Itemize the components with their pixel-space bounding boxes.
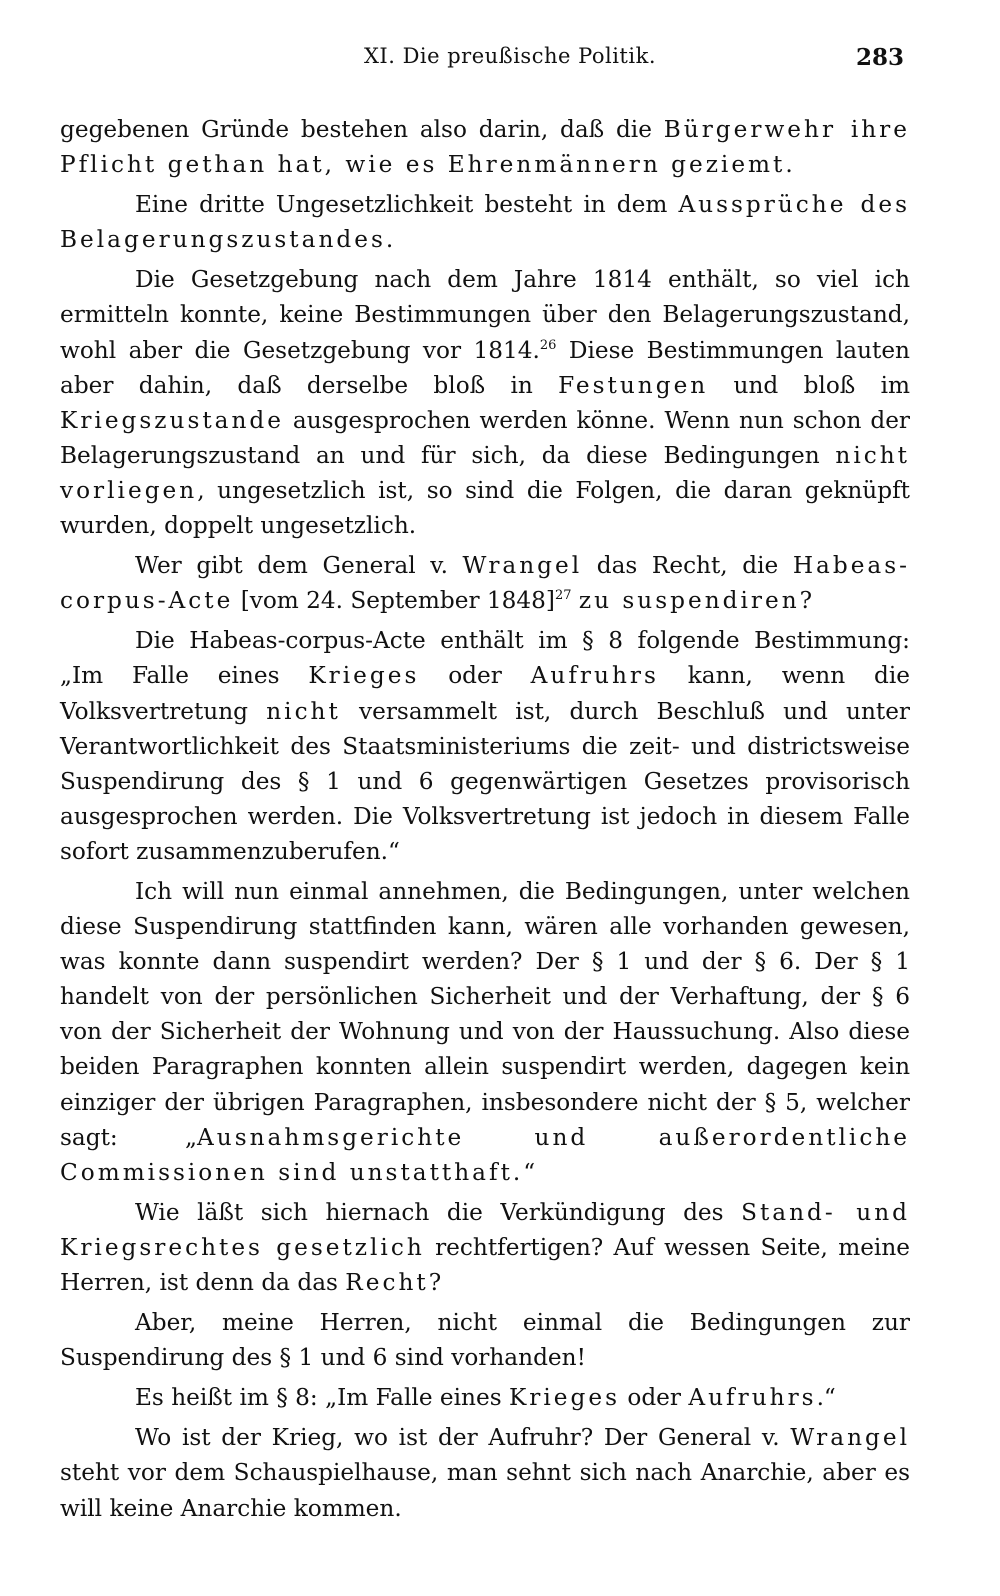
body-text [60, 112, 910, 1526]
text-run: Wie läßt sich hiernach die Verkündigung des [135, 1198, 742, 1226]
spaced-text: nicht [266, 697, 341, 725]
text-run: , ungesetzlich ist, so sind die Folgen, die daran geknüpft wurden, doppelt ungesetzlich. [60, 476, 910, 540]
text-run: Die Gesetzgebung nach dem Jahre 1814 enthält, so viel ich ermitteln konnte, keine Bestimmungen über den Belagerungszustand, wohl aber die Gesetzgebung vor 1814. [60, 266, 910, 364]
text-run [572, 587, 579, 614]
running-head [0, 44, 1000, 80]
paragraph-8: Aber, meine Herren, nicht einmal die Bedingungen zur Suspendirung des § 1 und 6 sind vorhanden! [60, 1309, 910, 1372]
text-run: oder [620, 1384, 689, 1412]
text-run: das Recht, die [582, 552, 793, 580]
spaced-text: Wrangel [790, 1424, 910, 1452]
spaced-text: Festungen [558, 371, 709, 399]
text-run: Wo ist der Krieg, wo ist der Aufruhr? Der General v. [135, 1424, 791, 1452]
text-run: .“ [816, 1384, 836, 1412]
spaced-text: Aussprüche des Belagerungszustandes. [60, 191, 910, 254]
spaced-text: Aufruhrs [688, 1384, 817, 1412]
text-run: Diese Bestimmungen lauten aber dahin, daß derselbe bloß in [60, 336, 910, 399]
spaced-text: Kriegszustande [60, 406, 284, 434]
text-run: “ [523, 1158, 536, 1186]
page-number: 283 [855, 44, 904, 71]
paragraph-2 [60, 187, 910, 257]
spaced-text: Wrangel [462, 552, 583, 580]
text-run: Die Habeas-corpus-Acte enthält im § 8 folgende Bestimmung: „Im Falle eines [60, 627, 910, 690]
text-run: ausgesprochen werden könne. Wenn nun schon der Belagerungszustand an und für sich, da diese Bedingungen [60, 406, 910, 469]
spaced-text: Aufruhrs [530, 662, 659, 690]
text-run: oder [419, 662, 531, 690]
text-run: gegebenen Gründe bestehen also darin, daß die [60, 116, 664, 143]
spaced-text: nicht vorliegen [60, 441, 910, 504]
spaced-text: zu suspendiren? [578, 587, 816, 615]
paragraph-10 [60, 1420, 910, 1525]
paragraph-3 [60, 262, 910, 543]
text-run: Ich will nun einmal annehmen, die Bedingungen, unter welchen diese Suspendirung stattfinden kann, wären alle vorhanden gewesen, was konnte dann suspendirt werden? Der § 1 und der § 6. Der § 1 handelt von der persönlichen Sicherheit und der Verhaftung, der § 6 von der Sicherheit der Wohnung und von der Haussuchung. Also diese beiden Paragraphen konnten allein suspendirt werden, dagegen kein einziger der übrigen Paragraphen, insbesondere nicht der § 5, welcher sagt: „ [60, 877, 910, 1151]
paragraph-6 [60, 874, 910, 1190]
footnote-marker: 26 [539, 337, 557, 353]
text-run: steht vor dem Schauspielhause, man sehnt sich nach Anarchie, aber es will keine Anarchie kommen. [60, 1459, 910, 1522]
spaced-text: Stand- und Kriegsrechtes gesetzlich [60, 1198, 910, 1261]
paragraph-1 [60, 112, 910, 182]
text-run: [vom 24. September 1848] [233, 587, 555, 615]
footnote-marker: 27 [554, 588, 572, 604]
paragraph-7 [60, 1195, 910, 1300]
text-run: versammelt ist, durch Beschluß und unter Verantwortlichkeit des Staatsministeriums die zeit- und districtsweise Suspendirung des § 1 und 6 gegenwärtigen Gesetzes provisorisch ausgesprochen werden. Die Volksvertretung ist jedoch in diesem Falle sofort zusammenzuberufen.“ [60, 697, 911, 865]
spaced-text: Ausnahmsgerichte und außerordentliche Commissionen sind unstatthaft. [60, 1123, 910, 1186]
paragraph-9 [60, 1380, 910, 1415]
spaced-text: Bürgerwehr ihre Pflicht gethan hat, wie es Ehrenmännern geziemt. [60, 116, 910, 179]
spaced-text: Krieges [508, 1384, 620, 1412]
text-run: und bloß im [708, 371, 910, 399]
running-title: XI. Die preußische Politik. [363, 44, 656, 68]
paragraph-4 [60, 548, 910, 618]
paragraph-5 [60, 623, 910, 869]
spaced-text: Habeas-corpus-Acte [60, 552, 910, 615]
text-run: kann, wenn die Volksvertretung [60, 662, 910, 725]
text-run: ? [428, 1269, 442, 1296]
text-run: Es heißt im § 8: „Im Falle eines [135, 1384, 509, 1412]
text-run: Wer gibt dem General v. [135, 552, 463, 580]
spaced-text: Krieges [308, 662, 420, 690]
text-run: Eine dritte Ungesetzlichkeit besteht in dem [135, 191, 679, 219]
text-run: rechtfertigen? Auf wessen Seite, meine Herren, ist denn da das [60, 1233, 910, 1296]
spaced-text: Recht [345, 1269, 429, 1296]
